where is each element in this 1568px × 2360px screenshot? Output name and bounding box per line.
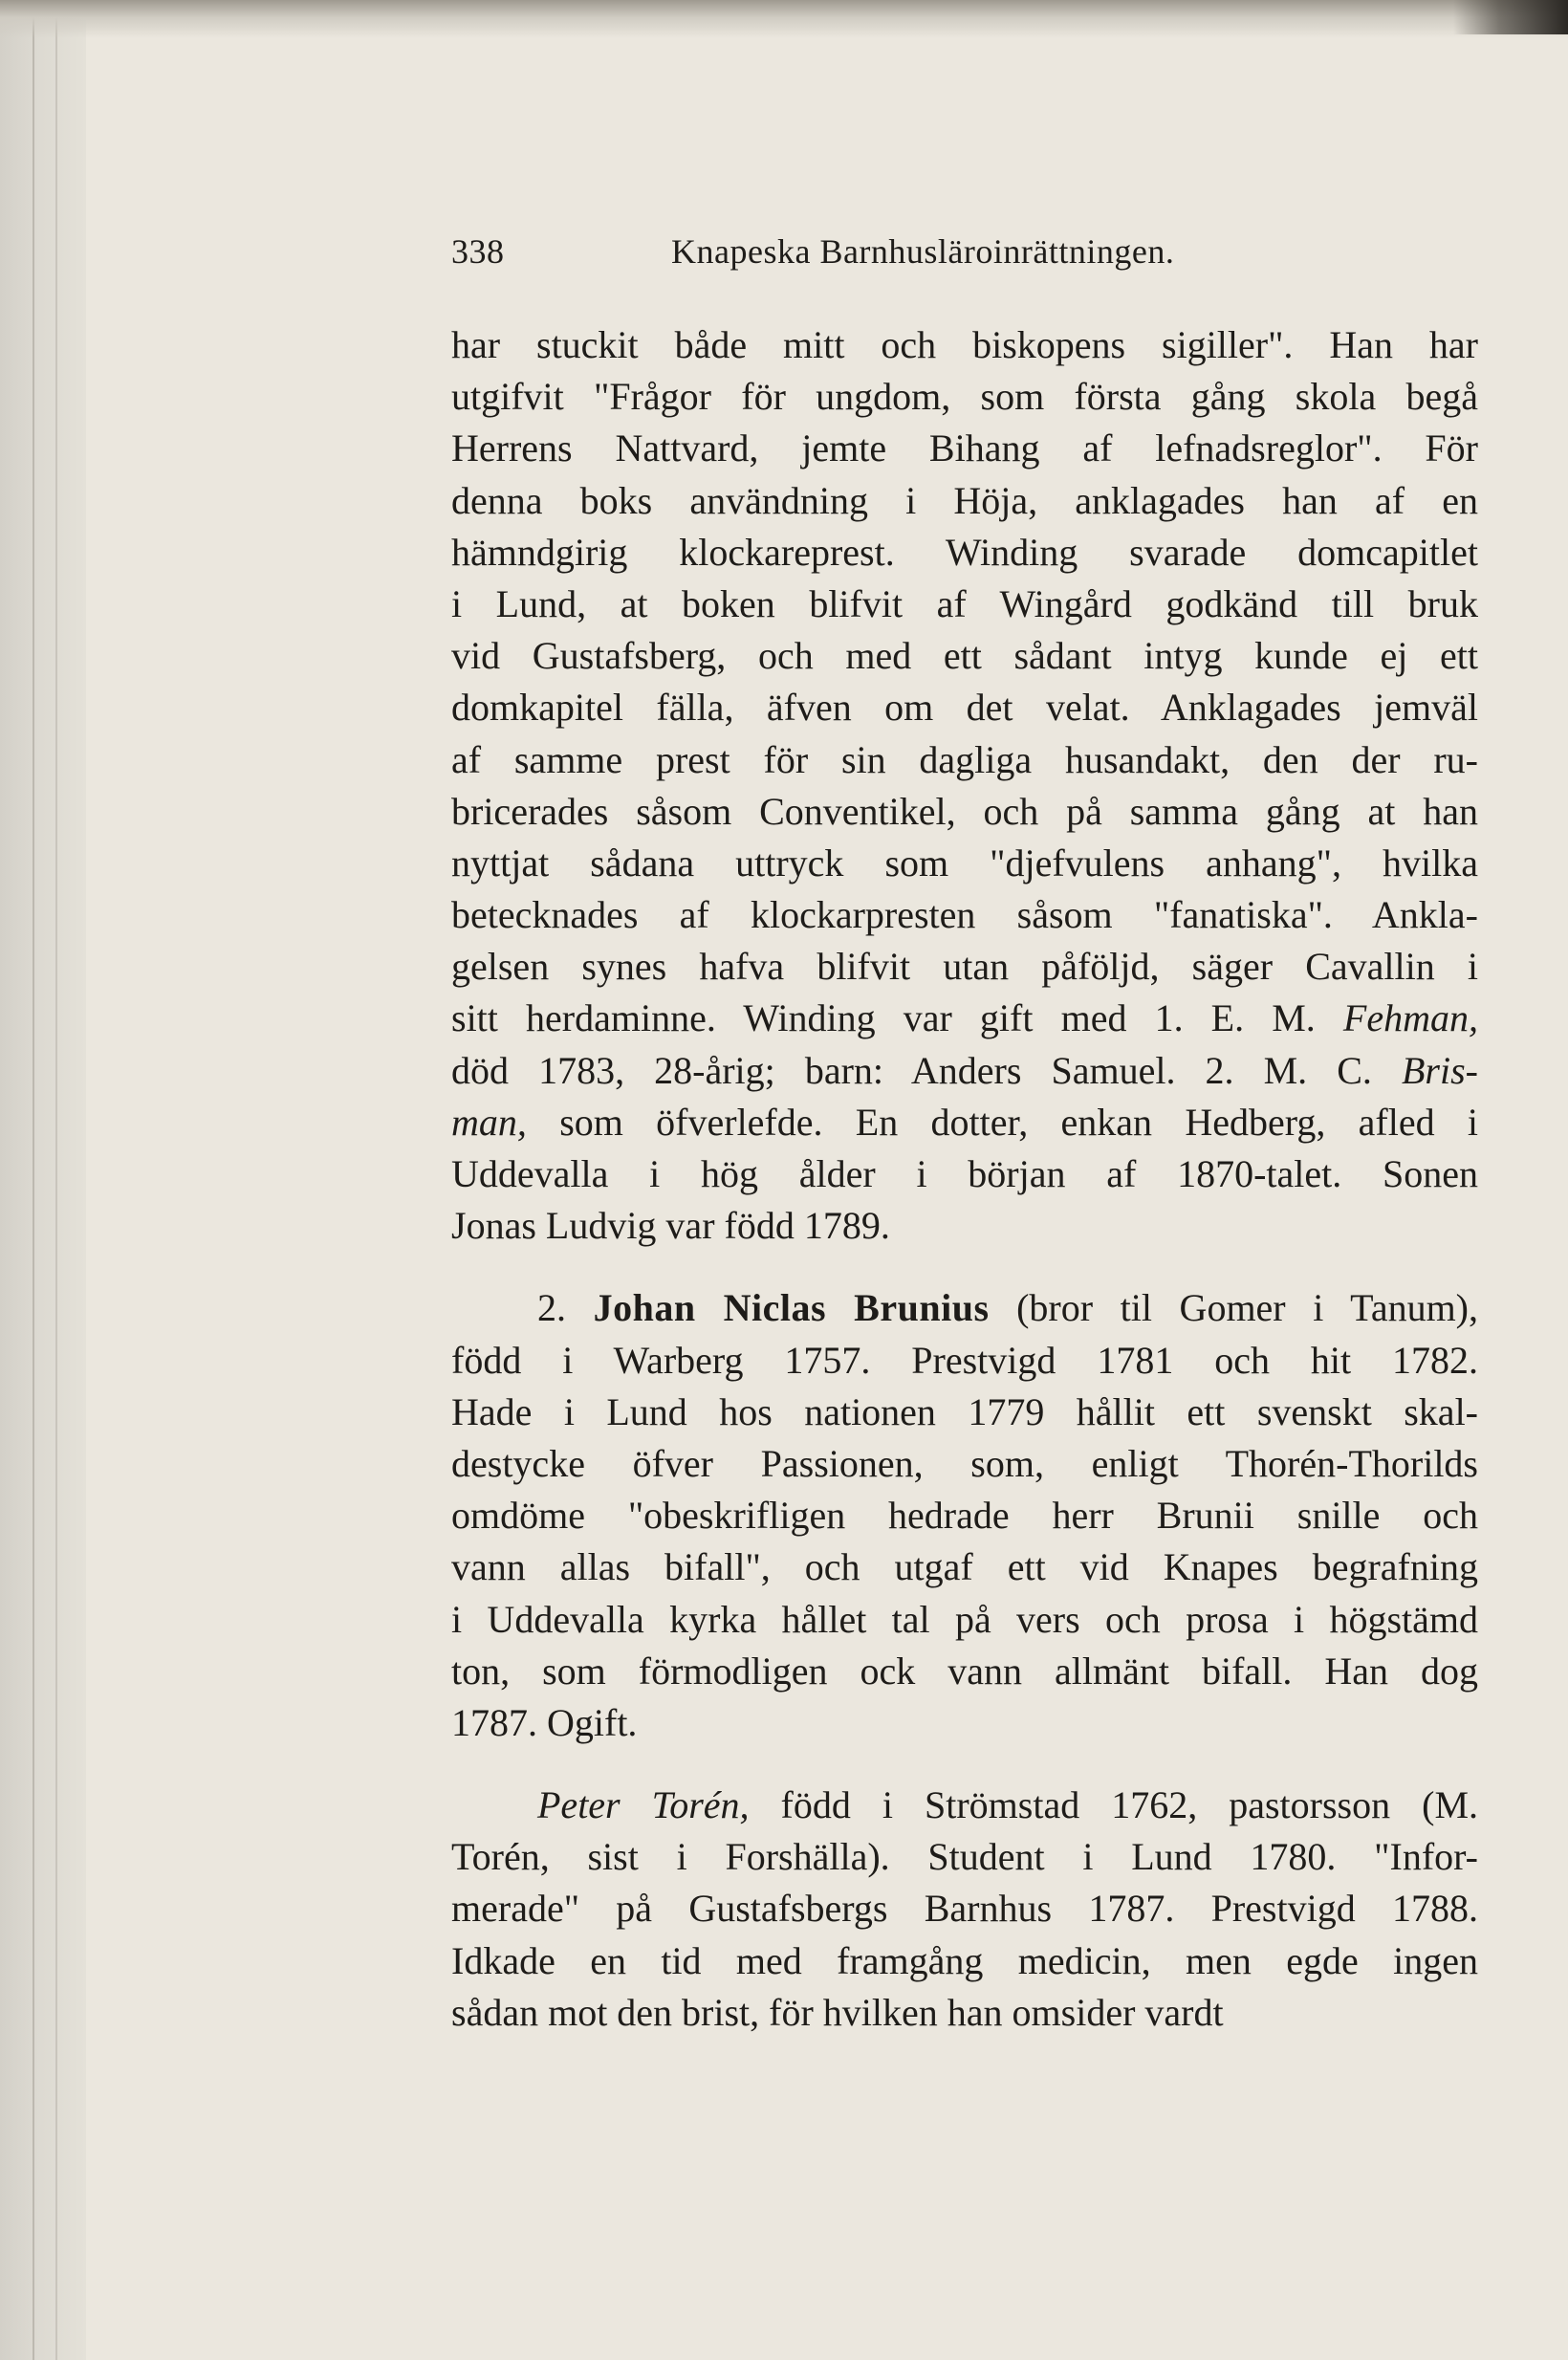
text-line (451, 371, 1478, 423)
text-line (451, 889, 1478, 941)
text-run: (bror til Gomer i Tanum), (989, 1286, 1478, 1330)
italic-name: Bris- (1402, 1048, 1478, 1092)
text-line (451, 734, 1478, 786)
text-run: född i Strömstad 1762, pastorsson (M. (749, 1783, 1478, 1827)
text-line (451, 423, 1478, 474)
text-run: Idkade en tid med framgång medicin, men egde ingen (451, 1938, 1478, 1982)
running-title: Knapeska Barnhusläroinrättningen. (671, 232, 1175, 271)
text-run: nyttjat sådana uttryck som "djefvulens anhang", hvilka (451, 841, 1478, 885)
text-line (451, 1490, 1478, 1541)
text-run: som öfverlefde. En dotter, enkan Hedberg, afled i (526, 1100, 1478, 1144)
scan-edge-line (55, 0, 57, 2360)
text-run: denna boks användning i Höja, anklagades han af en (451, 478, 1478, 522)
text-line (451, 838, 1478, 889)
text-run: bricerades såsom Conventikel, och på samma gång at han (451, 789, 1478, 833)
text-line (451, 1697, 1478, 1749)
text-line (451, 1594, 1478, 1646)
page-number: 338 (451, 232, 505, 271)
text-line (451, 1987, 1478, 2039)
text-run: domkapitel fälla, äfven om det velat. Anklagades jemväl (451, 686, 1478, 730)
text-run: 2. (537, 1286, 594, 1330)
text-line (451, 1335, 1478, 1387)
text-run: af samme prest för sin dagliga husandakt, den der ru- (451, 737, 1478, 781)
text-line (451, 579, 1478, 630)
text-line (451, 1883, 1478, 1934)
paragraph-gap (451, 1749, 1478, 1780)
text-run: Uddevalla i hög ålder i början af 1870-talet. Sonen (451, 1152, 1478, 1195)
text-line (451, 475, 1478, 527)
text-run: gelsen synes hafva blifvit utan påföljd, säger Cavallin i (451, 945, 1478, 989)
text-run: omdöme "obeskrifligen hedrade herr Brunii snille och (451, 1494, 1478, 1538)
scan-corner-shadow (1453, 0, 1568, 34)
text-run: i Uddevalla kyrka hållet tal på vers och prosa i högstämd (451, 1597, 1478, 1641)
text-line (451, 1780, 1478, 1831)
text-run: Jonas Ludvig var född 1789. (451, 1204, 890, 1248)
running-head (451, 228, 1312, 275)
text-line (451, 993, 1478, 1044)
text-run: sitt herdaminne. Winding var gift med 1. E. M. (451, 996, 1343, 1040)
text-line (451, 1200, 1478, 1252)
text-line (451, 1097, 1478, 1148)
text-run: har stuckit både mitt och biskopens sigiller". Han har (451, 323, 1478, 366)
text-line (451, 527, 1478, 579)
italic-name: Peter Torén, (537, 1783, 750, 1827)
text-run: vann allas bifall", och utgaf ett vid Knapes begrafning (451, 1545, 1478, 1589)
text-run: sådan mot den brist, för hvilken han omsider vardt (451, 1990, 1224, 2034)
text-line (451, 1438, 1478, 1490)
text-line (451, 786, 1478, 838)
paragraph-gap (451, 1252, 1478, 1282)
text-run: 1787. Ogift. (451, 1700, 638, 1744)
body-text (451, 319, 1478, 2039)
text-line (451, 630, 1478, 682)
text-run: vid Gustafsberg, och med ett sådant intyg kunde ej ett (451, 634, 1478, 678)
text-run: död 1783, 28-årig; barn: Anders Samuel. 2. M. C. (451, 1048, 1402, 1092)
text-line (451, 1935, 1478, 1987)
scan-top-shadow (0, 0, 1568, 38)
text-run: hämndgirig klockareprest. Winding svarade domcapitlet (451, 530, 1478, 574)
text-run: utgifvit "Frågor för ungdom, som första gång skola begå (451, 375, 1478, 419)
italic-name: man, (451, 1100, 527, 1144)
scan-page-edge (0, 0, 86, 2360)
text-line (451, 1282, 1478, 1334)
text-run: betecknades af klockarpresten såsom "fanatiska". Ankla- (451, 893, 1478, 937)
text-run: merade" på Gustafsbergs Barnhus 1787. Prestvigd 1788. (451, 1887, 1478, 1931)
text-line (451, 1646, 1478, 1697)
text-run: född i Warberg 1757. Prestvigd 1781 och hit 1782. (451, 1338, 1478, 1382)
text-run: ton, som förmodligen ock vann allmänt bifall. Han dog (451, 1649, 1478, 1693)
scan-edge-line (33, 0, 34, 2360)
text-run: Hade i Lund hos nationen 1779 hållit ett svenskt skal- (451, 1389, 1478, 1433)
text-line (451, 1148, 1478, 1200)
text-line (451, 1045, 1478, 1097)
person-name-heading: Johan Niclas Brunius (593, 1286, 990, 1330)
text-line (451, 319, 1478, 371)
italic-name: Fehman, (1342, 996, 1478, 1040)
text-line (451, 682, 1478, 733)
text-line (451, 1541, 1478, 1593)
text-line (451, 1831, 1478, 1883)
text-run: Torén, sist i Forshälla). Student i Lund 1780. "Infor- (451, 1835, 1478, 1879)
text-run: destycke öfver Passionen, som, enligt Thorén-Thorilds (451, 1441, 1478, 1485)
text-line (451, 941, 1478, 993)
text-line (451, 1387, 1478, 1438)
text-run: i Lund, at boken blifvit af Wingård godkänd till bruk (451, 581, 1478, 625)
text-run: Herrens Nattvard, jemte Bihang af lefnadsreglor". För (451, 426, 1478, 470)
